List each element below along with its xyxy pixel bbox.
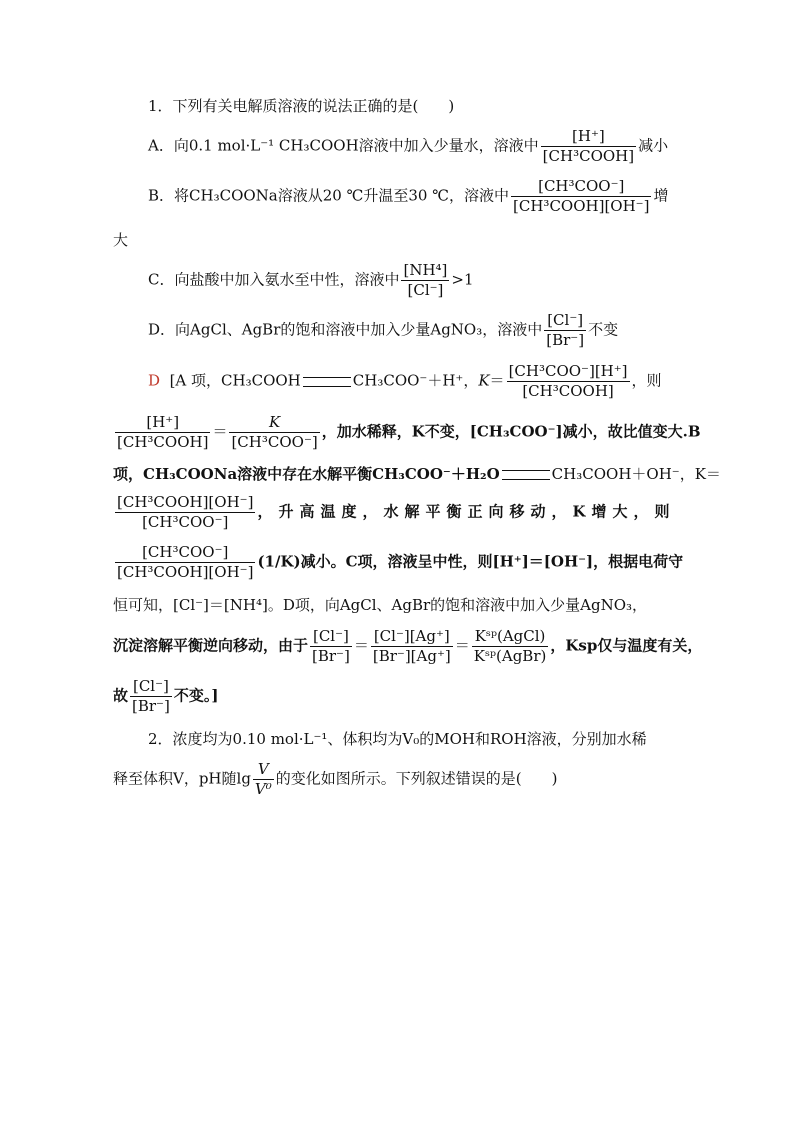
fraction: $\frac{[Cl^-]}{[Br^-]}$ bbox=[546, 311, 585, 349]
answer-line-2: $\frac{[H^+]}{\text{[CH³COOH]}}$ ＝ $\frac{K}{\text{[CH³COO⁻]}}$ ，加水稀释，K不变，[CH₃COO⁻]减小，故比值变大.B bbox=[117, 413, 701, 451]
fraction: $\frac{K}{\text{[CH³COO⁻]}}$ bbox=[231, 413, 318, 451]
q1-option-d: D．向AgCl、AgBr的饱和溶液中加入少量AgNO₃，溶液中 $\frac{[Cl^-]}{[Br^-]}$ 不变 bbox=[148, 311, 619, 349]
fraction: $\frac{\text{Kˢᵖ(AgCl)}}{\text{Kˢᵖ(AgBr)}}$ bbox=[473, 627, 547, 665]
answer-letter: D bbox=[148, 371, 161, 390]
fraction: $\frac{\text{[CH³COO⁻]}}{\text{[CH³COOH][OH⁻]}}$ bbox=[513, 177, 650, 215]
fraction: $\frac{[Cl^-]}{[Br^-]}$ bbox=[132, 677, 170, 715]
q1-option-b: B．将CH₃COONa溶液从20 ℃升温至30 ℃，溶液中 $\frac{\text{[CH³COO⁻]}}{\text{[CH³COOH][OH⁻]}}$ 增 bbox=[148, 177, 669, 215]
fraction: $\frac{[Cl^-][Ag^+]}{[Br^-][Ag^+]}$ bbox=[372, 627, 451, 665]
answer-line-3: 项，CH₃COONa溶液中存在水解平衡CH₃COO⁻＋H₂O CH₃COOH＋OH⁻，K＝ bbox=[113, 465, 721, 483]
answer-line-4: $\frac{\text{[CH³COOH][OH⁻]}}{\text{[CH³COO⁻]}}$ ，升高温度，水解平衡正向移动，K增大，则 bbox=[117, 493, 676, 531]
equilibrium-arrow-icon bbox=[502, 470, 550, 480]
answer-line-5: $\frac{\text{[CH³COO⁻]}}{\text{[CH³COOH][OH⁻]}}$ (1/K)减小。C项，溶液呈中性，则[H⁺]＝[OH⁻]，根据电荷守 bbox=[117, 543, 684, 581]
fraction: $\frac{[H^+]}{\text{[CH³COOH]}}$ bbox=[542, 127, 635, 165]
fraction: $\frac{\text{[CH³COOH][OH⁻]}}{\text{[CH³COO⁻]}}$ bbox=[117, 493, 254, 531]
answer-line-7: 沉淀溶解平衡逆向移动，由于 $\frac{[Cl^-]}{[Br^-]}$ ＝ $\frac{[Cl^-][Ag^+]}{[Br^-][Ag^+]}$ ＝ $\frac{\text{Kˢᵖ(AgCl)}}{\text{Kˢᵖ(AgBr)}}$ ，Ksp仅与温度有关， bbox=[113, 627, 703, 665]
fraction: $\frac{[Cl^-]}{[Br^-]}$ bbox=[312, 627, 350, 665]
q1-option-a: A．向0.1 mol·L⁻¹ CH₃COOH溶液中加入少量水，溶液中 $\frac{[H^+]}{\text{[CH³COOH]}}$ 减小 bbox=[148, 127, 669, 165]
q1-option-b-wrap: 大 bbox=[113, 231, 129, 249]
fraction: $\frac{\text{[NH⁴]}}{[Cl^-]}$ bbox=[403, 261, 448, 299]
q1-option-c: C．向盐酸中加入氨水至中性，溶液中 $\frac{\text{[NH⁴]}}{[Cl^-]}$ >1 bbox=[148, 261, 474, 299]
q2-line-1: 2．浓度均为0.10 mol·L⁻¹、体积均为V₀的MOH和ROH溶液，分别加水稀 bbox=[148, 730, 647, 748]
fraction: $\frac{[H^+]}{\text{[CH³COOH]}}$ bbox=[117, 413, 209, 451]
q2-line-2: 释至体积V，pH随lg $\frac{V}{\text{V⁰}}$ 的变化如图所示。下列叙述错误的是( ) bbox=[113, 760, 558, 798]
answer-line-8: 故 $\frac{[Cl^-]}{[Br^-]}$ 不变。] bbox=[113, 677, 219, 715]
equilibrium-arrow-icon bbox=[303, 377, 351, 387]
fraction: $\frac{\text{[CH³COO⁻]}}{\text{[CH³COOH][OH⁻]}}$ bbox=[117, 543, 254, 581]
fraction: $\frac{V}{\text{V⁰}}$ bbox=[254, 760, 272, 798]
q1-stem: 1．下列有关电解质溶液的说法正确的是( ) bbox=[148, 97, 455, 115]
answer-line-1: D [A 项，CH₃COOH CH₃COO⁻＋H⁺，K＝ $\frac{\text{[CH³COO⁻][H⁺]}}{\text{[CH³COOH]}}$ ，则 bbox=[148, 362, 662, 400]
answer-line-6: 恒可知，[Cl⁻]＝[NH⁴]。D项，向AgCl、AgBr的饱和溶液中加入少量AgNO₃， bbox=[113, 596, 648, 614]
fraction: $\frac{\text{[CH³COO⁻][H⁺]}}{\text{[CH³COOH]}}$ bbox=[508, 362, 628, 400]
